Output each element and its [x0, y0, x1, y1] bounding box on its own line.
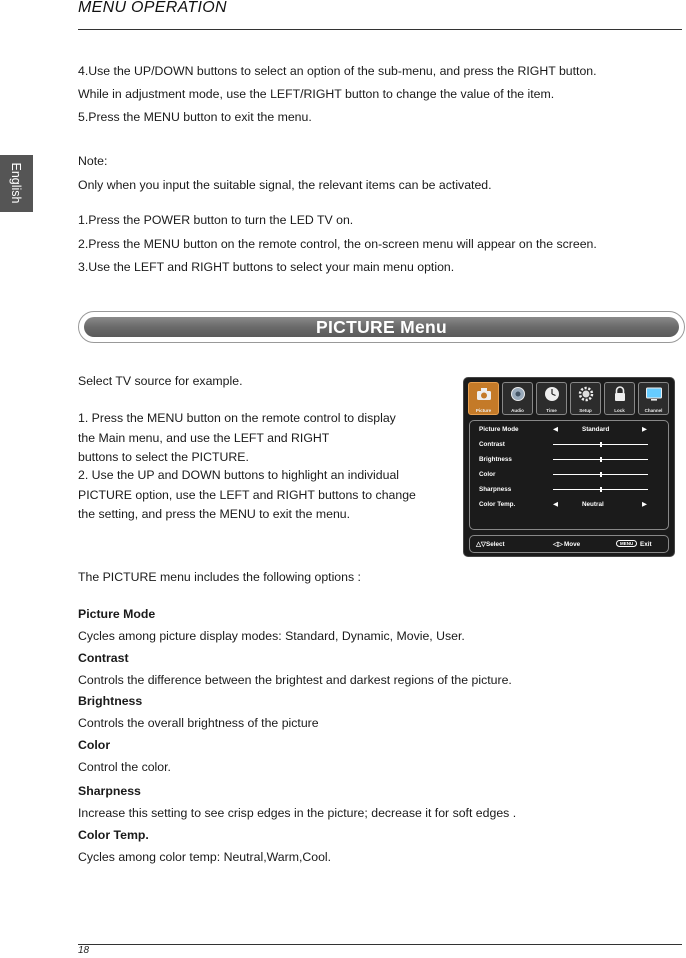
osd-row-label: Sharpness: [479, 486, 512, 493]
clock-icon: [543, 386, 561, 402]
osd-slider: [553, 489, 648, 490]
osd-picture-panel: [469, 420, 669, 530]
osd-row-label: Color Temp.: [479, 501, 516, 508]
step-line: 5.Press the MENU button to exit the menu.: [78, 110, 312, 124]
tv-icon: [645, 386, 663, 402]
left-arrow-icon: ◀: [553, 501, 558, 508]
osd-menu-illustration: [463, 377, 675, 557]
osd-tab-label: Time: [546, 408, 557, 413]
intro-line: 2. Use the UP and DOWN buttons to highlight an individual: [78, 468, 400, 482]
osd-slider-knob: [600, 487, 602, 492]
intro-line: 1. Press the MENU button on the remote control to display: [78, 411, 396, 425]
select-keys-icon: △▽: [476, 541, 486, 548]
osd-row-value: Neutral: [582, 501, 604, 508]
move-keys-icon: ◁▷: [553, 541, 563, 548]
osd-tab-channel: [638, 382, 669, 415]
osd-slider: [553, 459, 648, 460]
osd-row-label: Color: [479, 471, 496, 478]
option-desc: Increase this setting to see crisp edges in the picture; decrease it for soft edges .: [78, 806, 517, 820]
right-arrow-icon: ▶: [642, 501, 647, 508]
header-rule: [78, 29, 682, 30]
option-desc: Cycles among color temp: Neutral,Warm,Cool.: [78, 850, 332, 864]
step-line: 1.Press the POWER button to turn the LED TV on.: [78, 213, 354, 227]
footer-rule: [78, 944, 682, 945]
osd-slider-knob: [600, 457, 602, 462]
osd-tab-label: Setup: [579, 408, 592, 413]
osd-tab-label: Channel: [644, 408, 663, 413]
camera-icon: [475, 386, 493, 402]
osd-footer-select: Select: [486, 541, 505, 548]
option-title: Color Temp.: [78, 828, 149, 842]
section-title: PICTURE Menu: [316, 316, 447, 337]
option-title: Sharpness: [78, 784, 141, 798]
osd-slider-knob: [600, 442, 602, 447]
osd-tab-audio: [502, 382, 533, 415]
intro-line: PICTURE option, use the LEFT and RIGHT buttons to change: [78, 488, 416, 502]
option-desc: Cycles among picture display modes: Standard, Dynamic, Movie, User.: [78, 629, 465, 643]
osd-tab-label: Audio: [511, 408, 524, 413]
left-arrow-icon: ◀: [553, 426, 558, 433]
options-intro: The PICTURE menu includes the following options :: [78, 570, 361, 584]
osd-tab-lock: [604, 382, 635, 415]
language-tab-label: English: [9, 162, 23, 204]
osd-tab-strip: [468, 382, 669, 415]
osd-tab-picture: [468, 382, 499, 415]
osd-tab-setup: [570, 382, 601, 415]
intro-line: the setting, and press the MENU to exit the menu.: [78, 507, 351, 521]
step-line: 3.Use the LEFT and RIGHT buttons to select your main menu option.: [78, 260, 455, 274]
step-line: 4.Use the UP/DOWN buttons to select an option of the sub-menu, and press the RIGHT button.: [78, 64, 597, 78]
osd-row-label: Contrast: [479, 441, 505, 448]
gear-icon: [577, 386, 595, 402]
osd-row-value: Standard: [582, 426, 610, 433]
osd-slider-knob: [600, 472, 602, 477]
speaker-icon: [509, 386, 527, 402]
option-desc: Controls the overall brightness of the picture: [78, 716, 319, 730]
option-desc: Controls the difference between the brightest and darkest regions of the picture.: [78, 673, 512, 687]
option-title: Picture Mode: [78, 607, 156, 621]
note-label: Note:: [78, 154, 108, 168]
option-desc: Control the color.: [78, 760, 171, 774]
section-title-bar: [78, 311, 685, 343]
option-title: Contrast: [78, 651, 129, 665]
note-text: Only when you input the suitable signal, the relevant items can be activated.: [78, 178, 492, 192]
osd-row-label: Picture Mode: [479, 426, 519, 433]
osd-slider: [553, 444, 648, 445]
osd-footer-menu-key: MENU: [616, 540, 637, 547]
intro-line: Select TV source for example.: [78, 374, 243, 388]
osd-row-label: Brightness: [479, 456, 512, 463]
osd-tab-time: [536, 382, 567, 415]
intro-line: buttons to select the PICTURE.: [78, 450, 249, 464]
intro-line: the Main menu, and use the LEFT and RIGHT: [78, 431, 330, 445]
option-title: Brightness: [78, 694, 143, 708]
option-title: Color: [78, 738, 111, 752]
page-header-title: MENU OPERATION: [78, 0, 227, 16]
osd-tab-label: Picture: [475, 408, 492, 413]
osd-slider: [553, 474, 648, 475]
lock-icon: [611, 386, 629, 402]
osd-footer: [469, 535, 669, 553]
step-line: While in adjustment mode, use the LEFT/RIGHT button to change the value of the item.: [78, 87, 555, 101]
right-arrow-icon: ▶: [642, 426, 647, 433]
page-number: 18: [78, 945, 90, 956]
osd-tab-label: Lock: [614, 408, 625, 413]
step-line: 2.Press the MENU button on the remote control, the on-screen menu will appear on the screen.: [78, 237, 597, 251]
language-tab: [0, 155, 33, 212]
osd-footer-exit: Exit: [640, 541, 652, 548]
osd-footer-move: Move: [564, 541, 581, 548]
